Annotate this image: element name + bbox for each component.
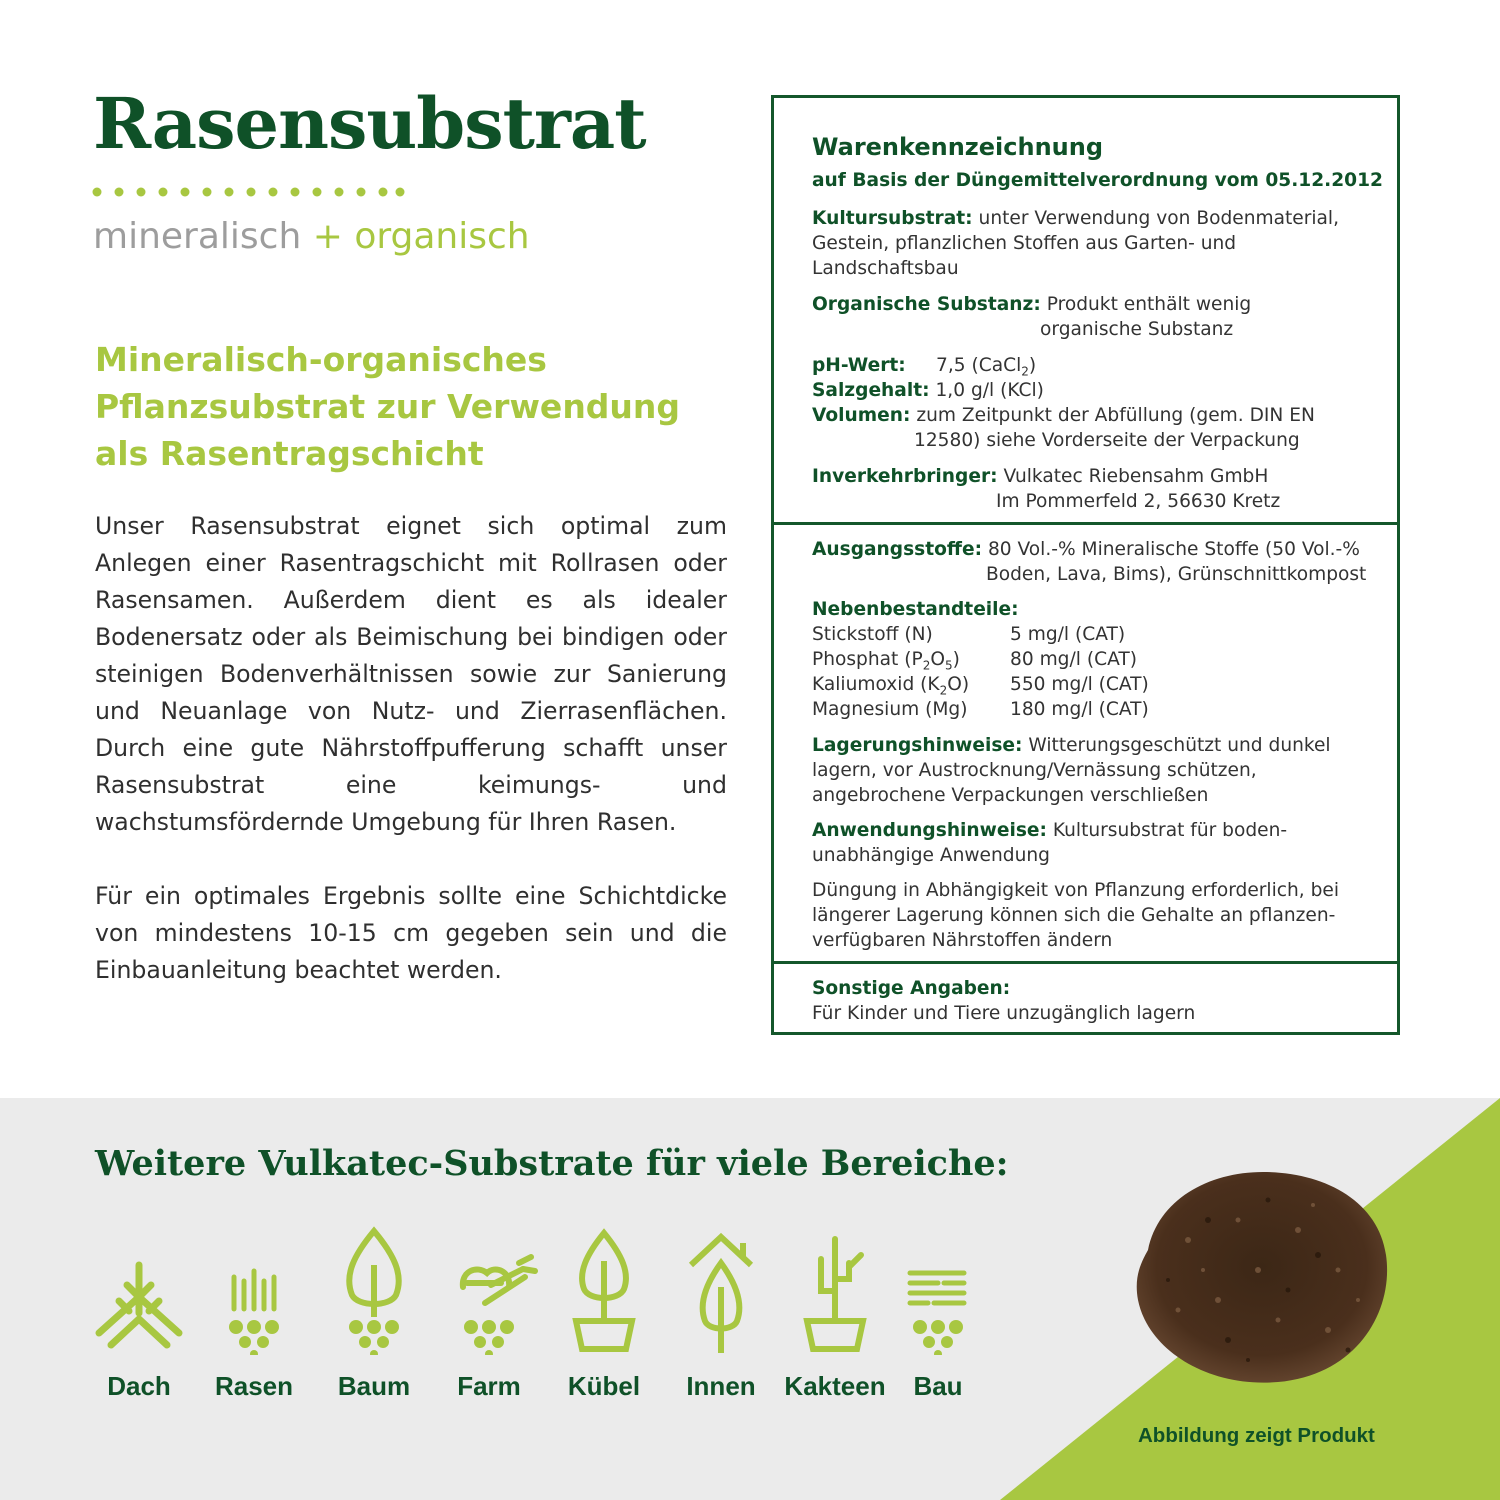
label-line: 12580) siehe Vorderseite der Verpackung <box>914 430 1300 451</box>
category-bau <box>878 1225 998 1402</box>
headline-line: Pflanzsubstrat zur Verwendung <box>95 387 681 426</box>
label-anwendung: Anwendungshinweise: Kultursubstrat für boden- <box>812 820 1288 841</box>
vegetables-icon <box>439 1225 539 1355</box>
product-image-caption: Abbildung zeigt Produkt <box>1138 1424 1375 1447</box>
category-label: Kakteen <box>784 1371 886 1401</box>
category-label: Dach <box>107 1371 171 1401</box>
label-separator <box>774 961 1397 964</box>
category-label: Farm <box>457 1371 521 1401</box>
nutrient-value: 180 mg/l (CAT) <box>1010 699 1149 720</box>
label-organic: Organische Substanz: Produkt enthält wenig <box>812 294 1252 315</box>
construction-layers-icon <box>888 1225 988 1355</box>
category-dach <box>79 1225 199 1402</box>
category-rasen <box>194 1225 314 1402</box>
label-kultursubstrat: Kultursubstrat: unter Verwendung von Bodenmaterial, <box>812 208 1340 229</box>
label-duengung: Düngung in Abhängigkeit von Pflanzung erforderlich, bei <box>812 880 1339 901</box>
nutrient-name: Stickstoff (N) <box>812 624 933 645</box>
label-line: angebrochene Verpackungen verschließen <box>812 785 1209 806</box>
category-label: Baum <box>337 1371 411 1401</box>
subtitle-mineral: mineralisch <box>93 216 302 257</box>
more-substrates-title: Weitere Vulkatec-Substrate für viele Bereiche: <box>95 1143 1009 1184</box>
category-innen <box>661 1225 781 1402</box>
category-kuebel <box>544 1225 664 1402</box>
nutrient-name: Magnesium (Mg) <box>812 699 968 720</box>
label-line: Gestein, pflanzlichen Stoffen aus Garten- und <box>812 233 1237 254</box>
category-farm <box>429 1225 549 1402</box>
category-baum <box>314 1225 434 1402</box>
label-line: Für Kinder und Tiere unzugänglich lagern <box>812 1003 1196 1024</box>
category-kakteen <box>775 1225 895 1402</box>
nutrient-name: Phosphat $(P_2O_5)$ <box>812 649 960 673</box>
headline-line: als Rasentragschicht <box>95 434 484 473</box>
label-volumen: Volumen: zum Zeitpunkt der Abfüllung (gem. DIN EN <box>812 405 1315 426</box>
description-paragraph: Unser Rasensubstrat eignet sich optimal zum Anlegen einer Rasentragschicht mit Rollrasen oder Rasensamen. Außerdem dient es als idealer Bodenersatz oder als Beimischung bei bindigen oder steinigen Bodenverhältnissen sowie zur Sanierung und Neuanlage von Nutz- und Zierrasenflächen. Durch eine gute Nährstoffpufferung schafft unser Rasensubstrat eine keimungs- und wachstumsfördernde Umgebung für Ihren Rasen. <box>95 512 727 836</box>
headline-line: Mineralisch-organisches <box>95 340 547 379</box>
label-line: Im Pommerfeld 2, 56630 Kretz <box>996 491 1281 512</box>
label-line: längerer Lagerung können sich die Gehalte an pflanzen- <box>812 905 1336 926</box>
subtitle-organic: + organisch <box>312 216 530 257</box>
subtitle <box>93 216 530 257</box>
usage-paragraph: Für ein optimales Ergebnis sollte eine Schichtdicke von mindestens 10-15 cm gegeben sein und die Einbauanleitung beachtet werden. <box>95 882 727 984</box>
product-headline <box>95 336 735 477</box>
label-line: Landschaftsbau <box>812 258 959 279</box>
cactus-icon <box>785 1225 885 1355</box>
label-line: lagern, vor Austrocknung/Vernässung schützen, <box>812 760 1257 781</box>
label-nebenbestandteile: Nebenbestandteile: <box>812 599 1019 620</box>
label-line: unabhängige Anwendung <box>812 845 1050 866</box>
label-lagerung: Lagerungshinweise: Witterungsgeschützt und dunkel <box>812 735 1331 756</box>
label-inverkehrbringer: Inverkehrbringer: Vulkatec Riebensahm GmbH <box>812 466 1269 487</box>
category-label: Innen <box>686 1371 756 1401</box>
label-salz: Salzgehalt: 1,0 g/l (KCl) <box>812 380 1044 401</box>
tree-icon <box>324 1225 424 1355</box>
nutrient-value: 80 mg/l (CAT) <box>1010 649 1137 670</box>
label-separator <box>774 522 1397 525</box>
label-line: organische Substanz <box>1040 319 1234 340</box>
roof-plant-icon <box>89 1225 189 1355</box>
label-ph: pH-Wert: <box>812 355 906 376</box>
nutrient-value: 550 mg/l (CAT) <box>1010 674 1149 695</box>
category-label: Kübel <box>567 1371 641 1401</box>
product-label-box <box>771 95 1400 1035</box>
category-label: Bau <box>913 1371 963 1401</box>
label-subheading: auf Basis der Düngemittelverordnung vom 05.12.2012 <box>812 170 1383 191</box>
label-ausgangsstoffe: Ausgangsstoffe: 80 Vol.-% Mineralische Stoffe (50 Vol.-% <box>812 539 1360 560</box>
house-plant-icon <box>671 1225 771 1355</box>
grass-icon <box>204 1225 304 1355</box>
nutrient-name: Kaliumoxid $(K_2O)$ <box>812 674 970 698</box>
dotted-divider <box>90 185 410 199</box>
nutrient-value: 5 mg/l (CAT) <box>1010 624 1126 645</box>
label-line: Boden, Lava, Bims), Grünschnittkompost <box>986 564 1367 585</box>
label-sonstige: Sonstige Angaben: <box>812 978 1011 999</box>
label-line: verfügbaren Nährstoffen ändern <box>812 930 1113 951</box>
potted-plant-icon <box>554 1225 654 1355</box>
soil-product-image <box>1128 1160 1398 1405</box>
label-ph-value: 7,5 (CaCl$_2$) <box>936 355 1037 379</box>
category-label: Rasen <box>214 1371 294 1401</box>
page-title: Rasensubstrat <box>93 82 646 165</box>
label-heading: Warenkennzeichnung <box>812 133 1103 161</box>
